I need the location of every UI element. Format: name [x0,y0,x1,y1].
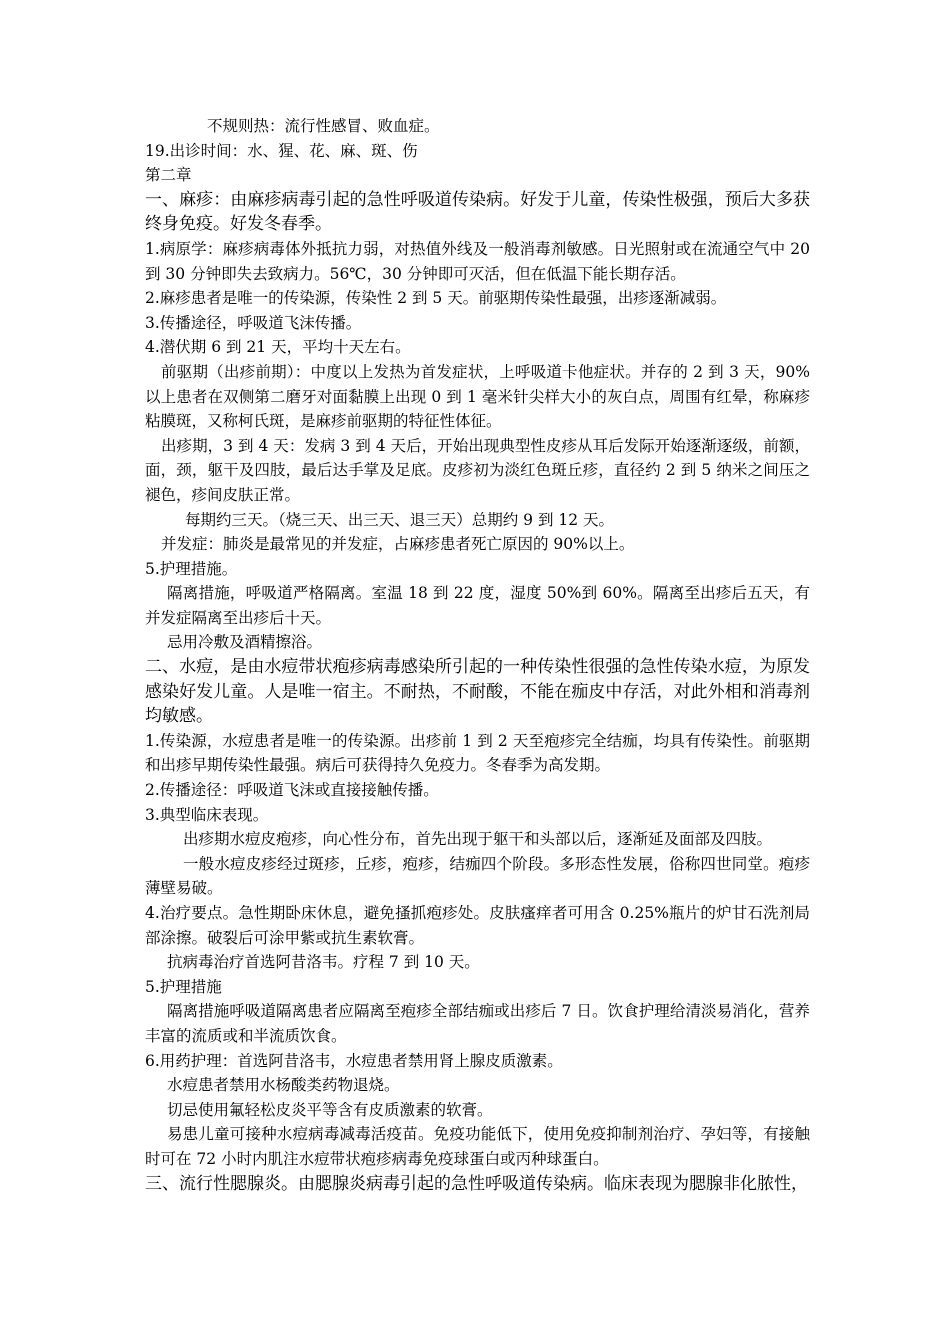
section-heading: 二、水痘，是由水痘带状疱疹病毒感染所引起的一种传染性很强的急性传染水痘，为原发感染好发儿童。人是唯一宿主。不耐热，不耐酸，不能在痂皮中存活，对此外相和消毒剂均敏感。 [145,657,810,727]
text-line: 水痘患者禁用水杨酸类药物退烧。 [167,1076,400,1095]
text-line: 1.病原学：麻疹病毒体外抵抗力弱，对热值外线及一般消毒剂敏感。日光照射或在流通空气中 20 到 30 分钟即失去致病力。56℃，30 分钟即可灭活，但在低温下能长期存活。 [145,239,810,283]
text-line: 一般水痘皮疹经过斑疹，丘疹，疱疹，结痂四个阶段。多形态性发展，俗称四世同堂。疱疹薄壁易破。 [145,854,810,898]
text-line: 不规则热：流行性感冒、败血症。 [207,117,440,135]
text-line: 2.麻疹患者是唯一的传染源，传染性 2 到 5 天。前驱期传染性最强，出疹逐渐减弱。 [145,289,727,308]
text-line: 切忌使用氟轻松皮炎平等含有皮质激素的软膏。 [167,1100,493,1119]
text-line: 3.传播途径，呼吸道飞沫传播。 [145,313,362,332]
section-heading: 一、麻疹：由麻疹病毒引起的急性呼吸道传染病。好发于儿童，传染性极强，预后大多获终身免疫。好发冬春季。 [145,189,810,235]
section-heading: 三、流行性腮腺炎。由腮腺炎病毒引起的急性呼吸道传染病。临床表现为腮腺非化脓性， [145,1173,808,1194]
text-line: 易患儿童可接种水痘病毒减毒活疫苗。免疫功能低下，使用免疫抑制剂治疗、孕妇等，有接触时可在 72 小时内肌注水痘带状疱疹病毒免疫球蛋白或丙种球蛋白。 [145,1125,810,1168]
text-line: 出疹期水痘皮疱疹，向心性分布，首先出现于躯干和头部以后，逐渐延及面部及四肢。 [183,830,773,849]
chapter-heading: 第二章 [145,166,192,185]
text-line: 前驱期（出疹前期）：中度以上发热为首发症状，上呼吸道卡他症状。并存的 2 到 3 天，90%以上患者在双侧第二磨牙对面黏膜上出现 0 到 1 毫米针尖样大小的灰白点，周围有红晕，称麻疹粘膜斑，又称柯氏斑，是麻疹前驱期的特征性体征。 [145,362,810,431]
text-line: 隔离措施，呼吸道严格隔离。室温 18 到 22 度，湿度 50%到 60%。隔离至出疹后五天，有并发症隔离至出疹后十天。 [145,584,810,627]
text-line: 5.护理措施。 [145,559,238,578]
text-line: 1.传染源，水痘患者是唯一的传染源。出疹前 1 到 2 天至疱疹完全结痂，均具有传染性。前驱期和出疹早期传染性最强。病后可获得持久免疫力。冬春季为高发期。 [145,731,810,775]
text-line: 2.传播途径：呼吸道飞沫或直接接触传播。 [145,781,439,800]
text-line: 4.潜伏期 6 到 21 天，平均十天左右。 [145,338,411,357]
text-line: 4.治疗要点。急性期卧床休息，避免搔抓疱疹处。皮肤瘙痒者可用含 0.25%瓶片的炉甘石洗剂局部涂擦。破裂后可涂甲紫或抗生素软膏。 [145,904,810,947]
text-line: 5.护理措施 [145,977,222,996]
text-line: 3.典型临床表现。 [145,805,269,824]
text-line: 19.出诊时间：水、猩、花、麻、斑、伤 [145,141,418,160]
text-line: 抗病毒治疗首选阿昔洛韦。疗程 7 到 10 天。 [167,953,480,972]
text-line: 出疹期，3 到 4 天：发病 3 到 4 天后，开始出现典型性皮疹从耳后发际开始逐渐逐级，前额，面，颈，躯干及四肢，最后达手掌及足底。皮疹初为淡红色斑丘疹，直径约 2 到 5 纳米之间压之褪色，疹间皮肤正常。 [145,436,810,504]
text-line: 忌用冷敷及酒精擦浴。 [167,633,323,652]
text-line: 隔离措施呼吸道隔离患者应隔离至疱疹全部结痂或出疹后 7 日。饮食护理给清淡易消化，营养丰富的流质或和半流质饮食。 [145,1002,810,1045]
text-line: 每期约三天。（烧三天、出三天、退三天）总期约 9 到 12 天。 [185,510,615,529]
text-line: 6.用药护理：首选阿昔洛韦，水痘患者禁用肾上腺皮质激素。 [145,1051,563,1070]
text-line: 并发症：肺炎是最常见的并发症，占麻疹患者死亡原因的 90%以上。 [161,535,635,554]
document-body [145,114,810,1196]
